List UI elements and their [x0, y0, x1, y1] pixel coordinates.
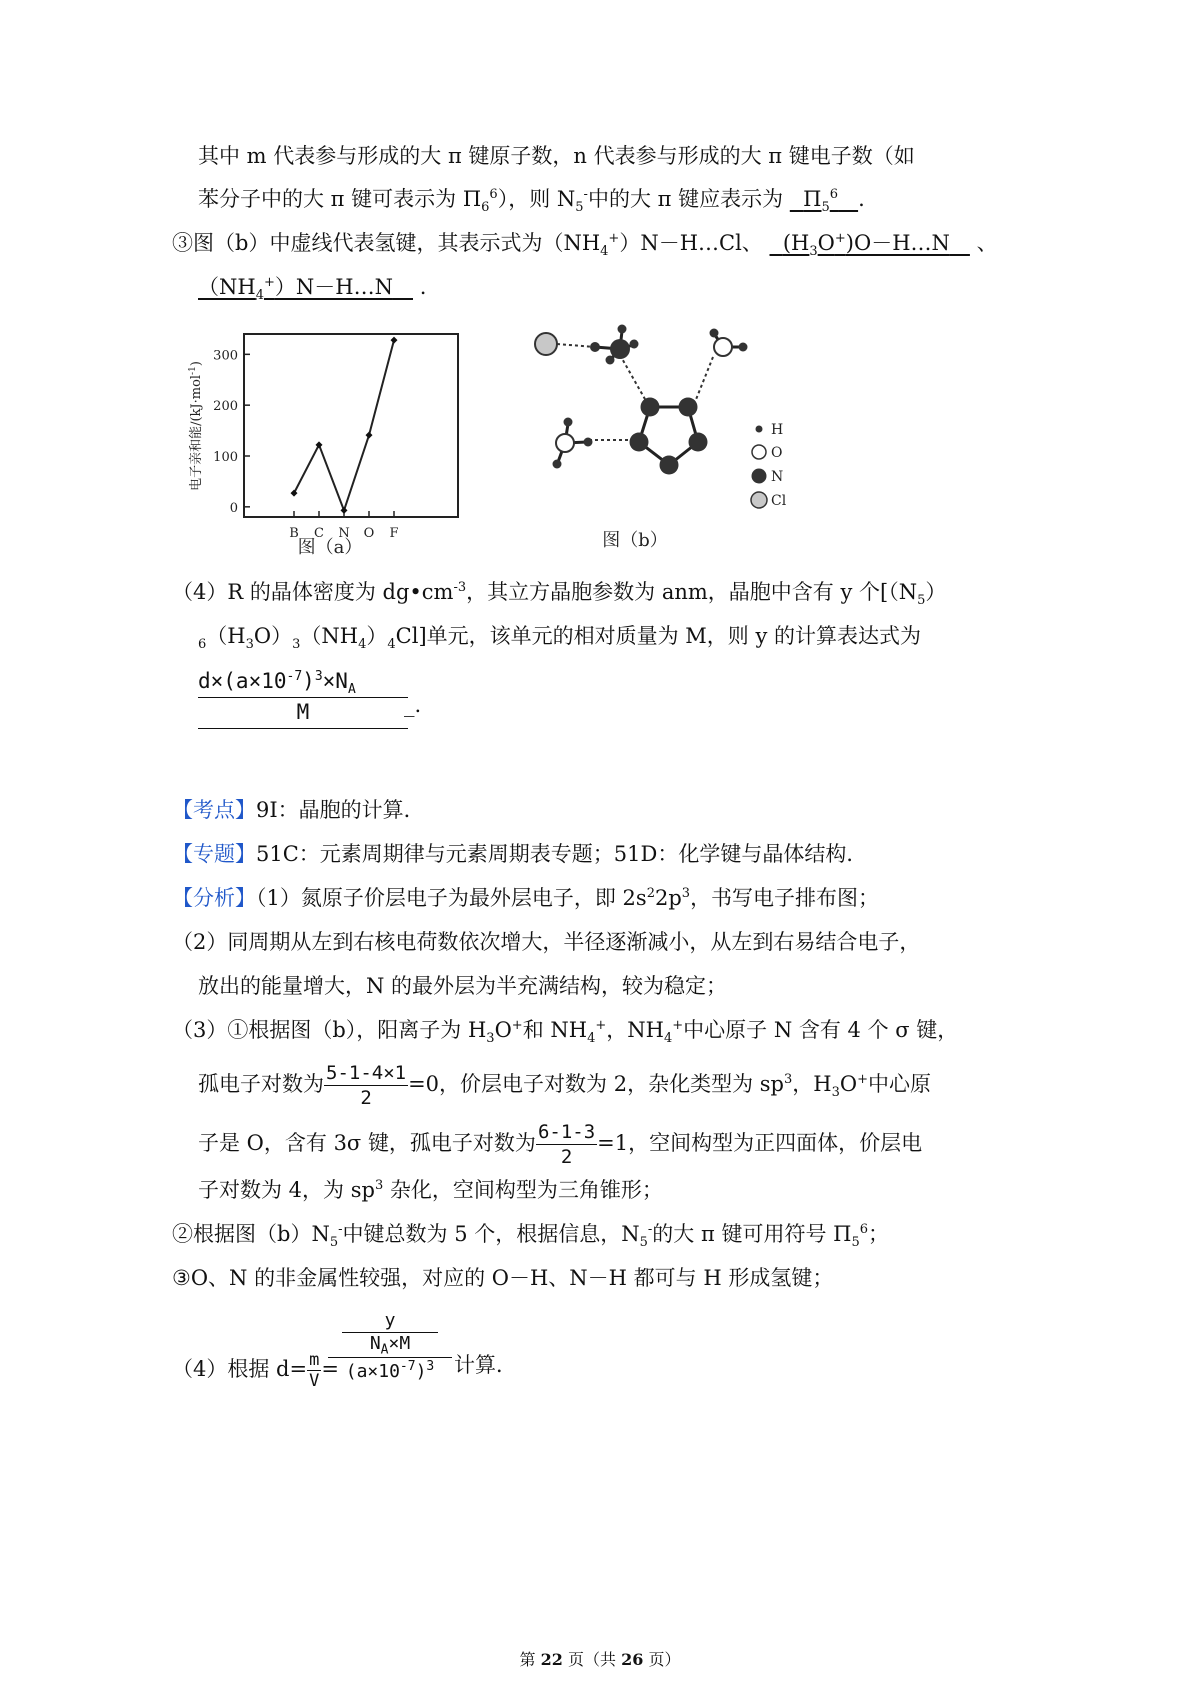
- data-point: [341, 507, 348, 514]
- y-tick-label: 200: [213, 399, 238, 415]
- n-atom: [679, 398, 698, 417]
- text-line: ②根据图$(b)N_5^-$中键总数为 5 个，根据信息，$N_5^-$的大 π 键可用符号 $\Pi_5^6$；: [172, 1222, 889, 1251]
- fraction-m-over-v: $\frac{m}{V}$: [309, 1350, 320, 1391]
- text-line: ③O、N 的非金属性较强，对应的 O－H、N－H 都可与 H 形成氢键；: [172, 1266, 834, 1290]
- text-line: 子对数为 4，为 $sp^3$ 杂化，空间构型为三角锥形；: [198, 1178, 663, 1202]
- legend-label-o: O: [771, 445, 783, 461]
- x-tick-label: F: [389, 526, 399, 541]
- fenxi-tag: 【分析】: [172, 886, 256, 910]
- text-line: 苯分子中的大 π 键可表示为 $\Pi_6^6$），则 $N_5^-$中的大 π 键应表示为 $\Pi_5^6$ .: [198, 187, 865, 216]
- cl-atom: [535, 333, 557, 355]
- text-line: $(NH_4^+)N-H\dots N$ .: [198, 275, 427, 304]
- n-atom: [689, 433, 708, 452]
- text-line: （2）同周期从左到右核电荷数依次增大，半径逐渐减小，从左到右易结合电子，: [172, 930, 921, 954]
- density-formula-line: （4）根据 d= $\frac{m}{V}$ =: [172, 1350, 339, 1391]
- n-atom: [641, 398, 660, 417]
- h-atom: [630, 340, 639, 349]
- page-number: 22: [540, 1650, 563, 1669]
- x-tick-label: B: [289, 526, 299, 541]
- legend-label-n: N: [771, 469, 784, 485]
- h-atom: [606, 356, 615, 365]
- y-tick-label: 0: [229, 500, 238, 516]
- text-line: $_6(H_3O)_3(NH_4)_4Cl$]单元，该单元的相对质量为 M，则 y 的计算表达式为: [198, 624, 922, 653]
- text-line: 其中 m 代表参与形成的大 π 键原子数，n 代表参与形成的大 π 键电子数（如: [198, 144, 915, 168]
- h-atom: [564, 418, 573, 427]
- hydrogen-bond: [693, 357, 713, 407]
- o-atom: [714, 338, 732, 356]
- n-atom: [660, 456, 679, 475]
- hydrogen-bond: [557, 344, 595, 347]
- answer-blank: $(H_3O^+)O-H\dots N$: [782, 231, 950, 260]
- n-atom: [630, 433, 649, 452]
- legend-n-icon: [752, 469, 767, 484]
- data-point: [291, 490, 298, 497]
- legend-label-cl: Cl: [771, 493, 787, 509]
- data-point: [391, 337, 398, 344]
- nested-fraction: y $N_A\times M$ $(a\times 10^{-7})^3$: [328, 1310, 452, 1386]
- figure-b-diagram: [525, 315, 815, 565]
- x-tick-label: N: [338, 526, 350, 541]
- legend-label-h: H: [771, 422, 784, 438]
- fraction: $\frac{5-1-4\times 1}{2}$: [326, 1062, 407, 1109]
- data-point: [316, 441, 323, 448]
- zhuanti-tag: 【专题】: [172, 842, 256, 866]
- text-line: 放出的能量增大，N 的最外层为半充满结构，较为稳定；: [198, 974, 728, 998]
- h-atom: [710, 329, 719, 338]
- kaodian-line: 【考点】9I：晶胞的计算．: [172, 798, 425, 822]
- y-tick-label: 300: [213, 348, 238, 364]
- kaodian-tag: 【考点】: [172, 798, 256, 822]
- text-line: （4）R 的晶体密度为 $dg•cm^{-3}$，其立方晶胞参数为 anm，晶胞中含有 y 个[$(N_5)$: [172, 580, 947, 609]
- fenxi-line: 【分析】（1）氮原子价层电子为最外层电子，即 $2s^22p^3$，书写电子排布图；: [172, 886, 880, 910]
- figure-b-caption: 图（b）: [602, 530, 668, 551]
- h-atom: [618, 325, 627, 334]
- legend-h-icon: [756, 426, 763, 433]
- text-line: ③图（b）中虚线代表氢键，其表示式为$(NH_4^+)N-H\dots Cl$、 $(H_3O^+)O-H\dots N$ 、: [172, 231, 998, 260]
- data-point: [366, 432, 373, 439]
- h-atom: [590, 342, 600, 352]
- text-line: 计算．: [454, 1353, 517, 1377]
- figure-a-chart: [180, 330, 480, 590]
- answer-blank: $\Pi_5^6$: [803, 187, 839, 216]
- zhuanti-line: 【专题】51C：元素周期律与元素周期表专题；51D：化学键与晶体结构．: [172, 842, 868, 866]
- text-line: （3）①根据图（b），阳离子为 $H_3O^+$和 $NH_4^+$，$NH_4^+$中心原子 N 含有 4 个 σ 键，: [172, 1018, 959, 1047]
- legend-cl-icon: [751, 492, 767, 508]
- answer-tail: _.: [404, 693, 422, 717]
- legend-o-icon: [752, 445, 766, 459]
- o-atom: [556, 434, 574, 452]
- y-tick-label: 100: [213, 450, 238, 465]
- page-total: 26: [621, 1650, 644, 1669]
- chart-caption: 图（a）: [297, 537, 363, 558]
- text-line: 孤电子对数为 $\frac{5-1-4\times 1}{2}$ =0，价层电子对数为 2，杂化类型为 $sp^3$，$H_3O^+$中心原: [198, 1062, 931, 1109]
- h-atom: [739, 343, 748, 352]
- series-line: [294, 340, 394, 510]
- y-axis-label: 电子亲和能/(kJ·mol$^{-1}$): [188, 361, 204, 491]
- h-atom: [584, 438, 593, 447]
- x-tick-label: C: [314, 526, 324, 541]
- fraction: $\frac{6-1-3}{2}$: [537, 1121, 596, 1168]
- x-tick-label: O: [363, 526, 375, 541]
- figure-b-legend: [751, 422, 787, 509]
- n-atom: [610, 339, 630, 359]
- h-atom: [553, 460, 562, 469]
- text-line: 子是 O，含有 3σ 键，孤电子对数为 $\frac{6-1-3}{2}$ =1，空间构型为正四面体，价层电: [198, 1121, 923, 1168]
- answer-fraction: $d\times(a\times 10^{-7})^3\times N_A$ M: [198, 667, 408, 729]
- answer-blank: $(NH_4^+)N-H\dots N$: [198, 275, 393, 304]
- page-footer: 第 22 页（共 26 页）: [519, 1650, 681, 1669]
